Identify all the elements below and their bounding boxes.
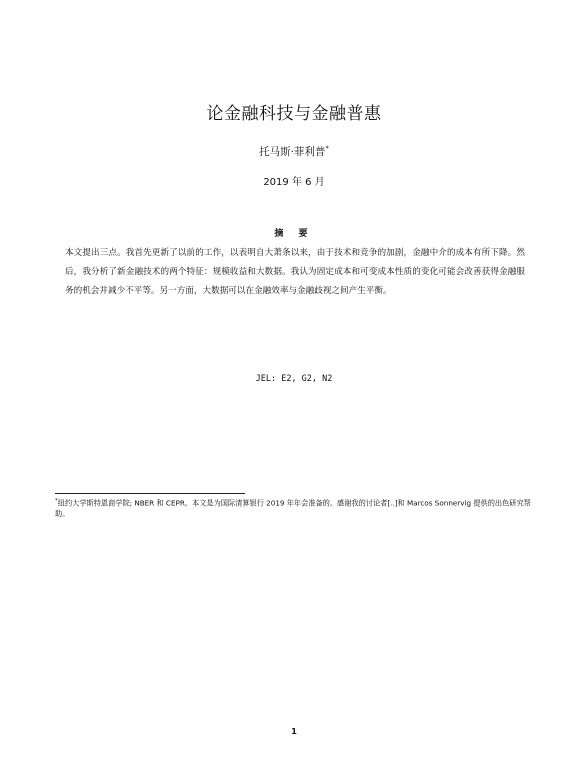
page-number: 1 xyxy=(291,727,297,736)
jel-codes: JEL: E2, G2, N2 xyxy=(255,374,333,384)
paper-title: 论金融科技与金融普惠 xyxy=(206,104,382,124)
footnote-divider xyxy=(55,493,245,494)
publication-date: 2019 年 6 月 xyxy=(263,177,325,188)
author-name: 托马斯·菲利普 xyxy=(259,146,326,158)
abstract-heading: 摘 要 xyxy=(274,229,314,239)
footnote-mark: * xyxy=(55,498,58,504)
author-footnote-mark: * xyxy=(325,144,329,153)
footnote-text: 纽约大学斯特恩商学院; NBER 和 CEPR。本文是为国际清算银行 2019 年年会准备的。感谢我的讨论者[..]和 Marcos Sonnervig 提供的出色研究帮助。 xyxy=(55,498,531,519)
footnote xyxy=(55,496,535,519)
author-line xyxy=(0,144,588,159)
abstract-text: 本文提出三点。我首先更新了以前的工作，以表明自大萧条以来，由于技术和竞争的加剧，金融中介的成本有所下降。然后，我分析了新金融技术的两个特征：规模收益和大数据。我认为固定成本和可变成本性质的变化可能会改善获得金融服务的机会并减少不平等。另一方面，大数据可以在金融效率与金融歧视之间产生平衡。 xyxy=(65,248,525,296)
